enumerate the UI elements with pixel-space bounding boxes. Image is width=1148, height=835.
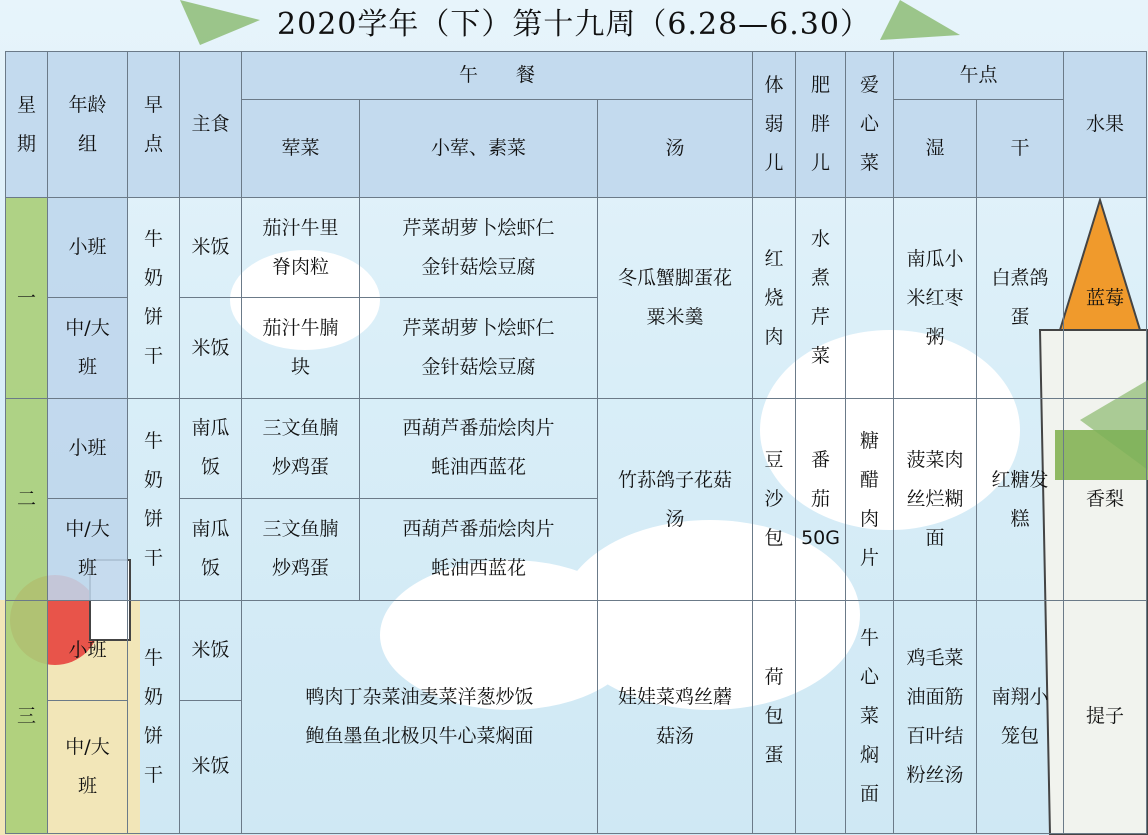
age-group-cell: 中/大 班 — [48, 700, 128, 833]
weekday-cell: 一 — [6, 198, 48, 399]
weak-child-cell: 荷 包 蛋 — [753, 600, 796, 833]
fruit-cell: 提子 — [1064, 600, 1147, 833]
small-meat-veg-cell: 芹菜胡萝卜烩虾仁 金针菇烩豆腐 — [360, 198, 598, 298]
staple-cell: 米饭 — [180, 600, 242, 700]
weak-child-cell: 红 烧 肉 — [753, 198, 796, 399]
breakfast-cell: 牛 奶 饼 干 — [128, 600, 180, 833]
meat-dish-cell: 茄汁牛里 脊肉粒 — [242, 198, 360, 298]
combined-main-dish-cell: 鸭肉丁杂菜油麦菜洋葱炒饭 鲍鱼墨鱼北极贝牛心菜焖面 — [242, 600, 598, 833]
header-soup: 汤 — [598, 100, 753, 198]
breakfast-cell: 牛 奶 饼 干 — [128, 198, 180, 399]
meat-dish-cell: 三文鱼腩 炒鸡蛋 — [242, 399, 360, 498]
header-meat-dish: 荤菜 — [242, 100, 360, 198]
love-dish-cell — [846, 198, 894, 399]
snack-dry-cell: 南翔小 笼包 — [977, 600, 1064, 833]
age-group-cell: 中/大 班 — [48, 498, 128, 600]
age-group-cell: 小班 — [48, 600, 128, 700]
header-love-dish: 爱 心 菜 — [846, 52, 894, 198]
header-age-group: 年龄 组 — [48, 52, 128, 198]
header-lunch: 午 餐 — [242, 52, 753, 100]
meat-dish-cell: 三文鱼腩 炒鸡蛋 — [242, 498, 360, 600]
weekly-menu-table — [5, 51, 1147, 834]
small-meat-veg-cell: 西葫芦番茄烩肉片 蚝油西蓝花 — [360, 399, 598, 498]
weak-child-cell: 豆 沙 包 — [753, 399, 796, 600]
obese-child-cell — [796, 600, 846, 833]
snack-dry-cell: 白煮鸽 蛋 — [977, 198, 1064, 399]
love-dish-cell: 糖 醋 肉 片 — [846, 399, 894, 600]
snack-wet-cell: 南瓜小 米红枣 粥 — [894, 198, 977, 399]
soup-cell: 冬瓜蟹脚蛋花 粟米羹 — [598, 198, 753, 399]
header-staple: 主食 — [180, 52, 242, 198]
staple-cell: 米饭 — [180, 198, 242, 298]
obese-child-cell: 番 茄 50G — [796, 399, 846, 600]
fruit-cell: 香梨 — [1064, 399, 1147, 600]
staple-cell: 米饭 — [180, 700, 242, 833]
header-weak-child: 体 弱 儿 — [753, 52, 796, 198]
staple-cell: 南瓜 饭 — [180, 399, 242, 498]
fruit-cell: 蓝莓 — [1064, 198, 1147, 399]
header-weekday: 星 期 — [6, 52, 48, 198]
love-dish-cell: 牛 心 菜 焖 面 — [846, 600, 894, 833]
obese-child-cell: 水 煮 芹 菜 — [796, 198, 846, 399]
header-breakfast: 早 点 — [128, 52, 180, 198]
age-group-cell: 小班 — [48, 399, 128, 498]
snack-wet-cell: 鸡毛菜 油面筋 百叶结 粉丝汤 — [894, 600, 977, 833]
header-dry: 干 — [977, 100, 1064, 198]
header-fruit: 水果 — [1064, 52, 1147, 198]
header-afternoon-snack: 午点 — [894, 52, 1064, 100]
age-group-cell: 小班 — [48, 198, 128, 298]
small-meat-veg-cell: 芹菜胡萝卜烩虾仁 金针菇烩豆腐 — [360, 298, 598, 399]
staple-cell: 南瓜 饭 — [180, 498, 242, 600]
small-meat-veg-cell: 西葫芦番茄烩肉片 蚝油西蓝花 — [360, 498, 598, 600]
page-title: 2020学年（下）第十九周（6.28—6.30） — [277, 7, 871, 42]
snack-wet-cell: 菠菜肉 丝烂糊 面 — [894, 399, 977, 600]
staple-cell: 米饭 — [180, 298, 242, 399]
snack-dry-cell: 红糖发 糕 — [977, 399, 1064, 600]
breakfast-cell: 牛 奶 饼 干 — [128, 399, 180, 600]
soup-cell: 娃娃菜鸡丝蘑 菇汤 — [598, 600, 753, 833]
soup-cell: 竹荪鸽子花菇 汤 — [598, 399, 753, 600]
header-obese-child: 肥 胖 儿 — [796, 52, 846, 198]
meat-dish-cell: 茄汁牛腩 块 — [242, 298, 360, 399]
weekday-cell: 二 — [6, 399, 48, 600]
weekday-cell: 三 — [6, 600, 48, 833]
age-group-cell: 中/大 班 — [48, 298, 128, 399]
header-wet: 湿 — [894, 100, 977, 198]
header-small-meat-veg: 小荤、素菜 — [360, 100, 598, 198]
